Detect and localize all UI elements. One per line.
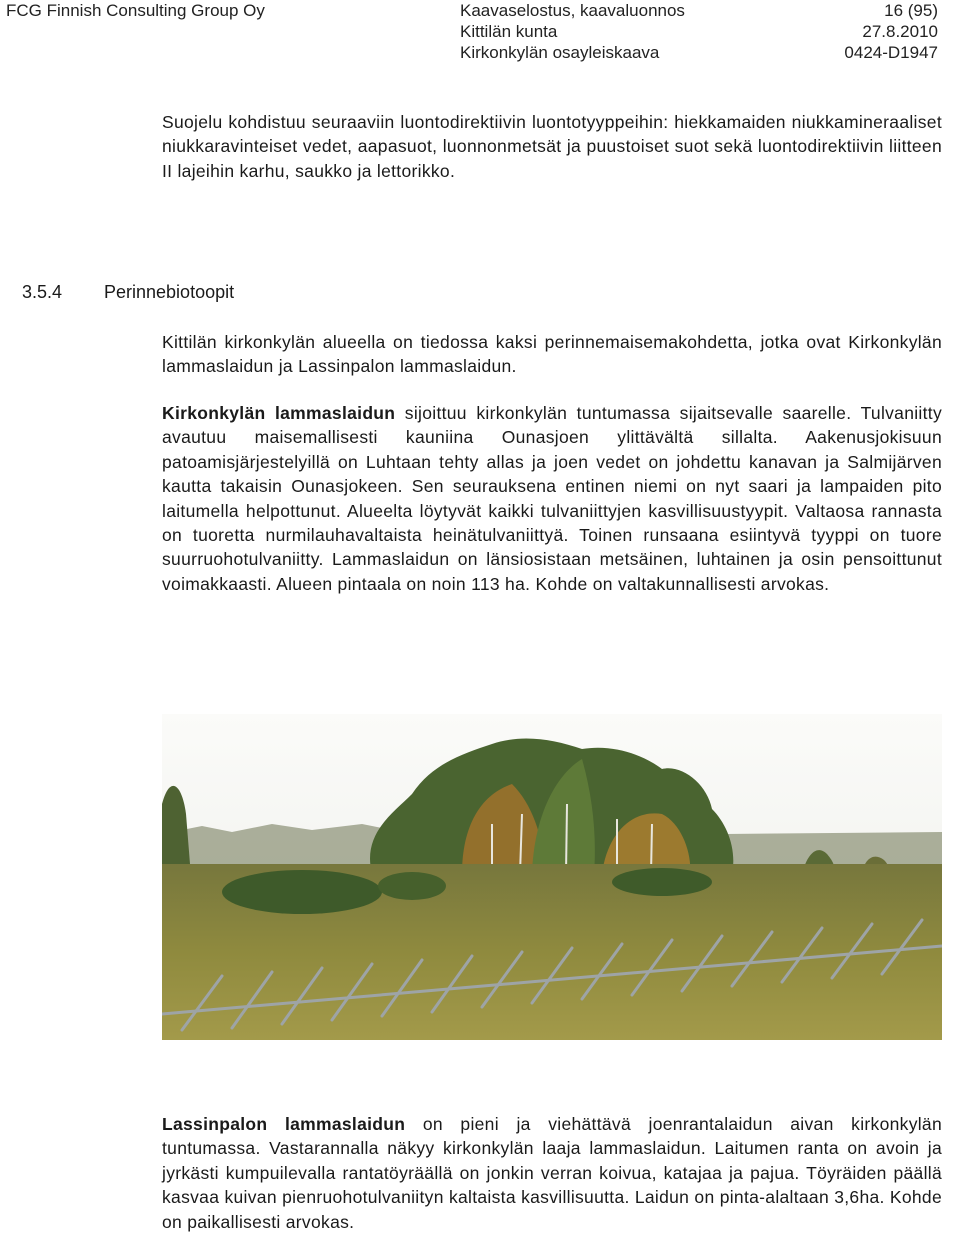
header-date: 27.8.2010 xyxy=(862,22,938,41)
section-title: Perinnebiotoopit xyxy=(104,282,235,302)
lassinpalo-term: Lassinpalon lammaslaidun xyxy=(162,1114,406,1134)
photo-juniper-bush-2 xyxy=(378,872,446,900)
header-doc-type: Kaavaselostus, kaavaluonnos xyxy=(460,1,685,20)
paragraph-overview: Kittilän kirkonkylän alueella on tiedossa kaksi perinnemaisemakohdetta, jotka ovat Kirkonkylän lammaslaidun ja Lassinpalon lammaslaidun. xyxy=(162,332,942,377)
page-header xyxy=(0,0,960,64)
header-page-number: 16 (95) xyxy=(884,1,938,20)
photo-juniper-bush xyxy=(222,870,382,914)
pasture-photo xyxy=(162,714,942,1040)
header-doc-id: 0424-D1947 xyxy=(844,43,938,62)
header-municipality: Kittilän kunta xyxy=(460,22,558,41)
section-number: 3.5.4 xyxy=(22,282,63,302)
intro-paragraph: Suojelu kohdistuu seuraaviin luontodirektiivin luontotyyppeihin: hiekkamaiden niukkamineraaliset niukkaravinteiset vedet, aapasuot, luonnonmetsät ja puustoiset suot sekä luontodirektiivin liitteen II lajeihin karhu, saukko ja lettorikko. xyxy=(162,112,942,181)
paragraph-lassinpalo xyxy=(162,1112,942,1234)
kirkonkyla-term: Kirkonkylän lammaslaidun xyxy=(162,403,396,423)
header-plan-name: Kirkonkylän osayleiskaava xyxy=(460,43,660,62)
photo-juniper-bush-3 xyxy=(612,868,712,896)
paragraph-kirkonkyla xyxy=(162,401,942,596)
kirkonkyla-description: sijoittuu kirkonkylän tuntumassa sijaitsevalle saarelle. Tulvaniitty avautuu maisemallisesti kauniina Ounasjoen ylittävältä sillalta. Aakenusjokisuun patoamisjärjestelyillä on Luhtaan tehty allas ja joen vedet on johdettu kanavan ja Salmijärven kautta takaisin Ounasjokeen. Sen seurauksena entinen niemi on nyt saari ja lampaiden pito laitumella helpottunut. Alueelta löytyvät kaikki tulvaniittyjen kasvillisuustyypit. Valtaosa rannasta on tuoretta nurmilauhavaltaista heinätulvaniittyä. Toinen runsaana esiintyvä tyyppi on tuore suurruohotulvaniitty. Lammaslaidun on länsiosistaan metsäinen, luhtainen ja osin pensoittunut voimakkaasti. Alueen pintaala on noin 113 ha. Kohde on valtakunnallisesti arvokas. xyxy=(162,403,942,594)
header-company: FCG Finnish Consulting Group Oy xyxy=(6,1,265,20)
lassinpalo-description: on pieni ja viehättävä joenrantalaidun aivan kirkonkylän tuntumassa. Vastarannalla näkyy kirkonkylän laaja lammaslaidun. Laitumen ranta on avoin ja jyrkästi kumpuilevalla rantatöyräällä on jonkin verran koivua, katajaa ja pajua. Töyräiden päällä kasvaa kuivan pienruohotulvaniityn kaltaista kasvillisuutta. Laidun on pinta-alaltaan 3,6ha. Kohde on paikallisesti arvokas. xyxy=(162,1114,942,1232)
